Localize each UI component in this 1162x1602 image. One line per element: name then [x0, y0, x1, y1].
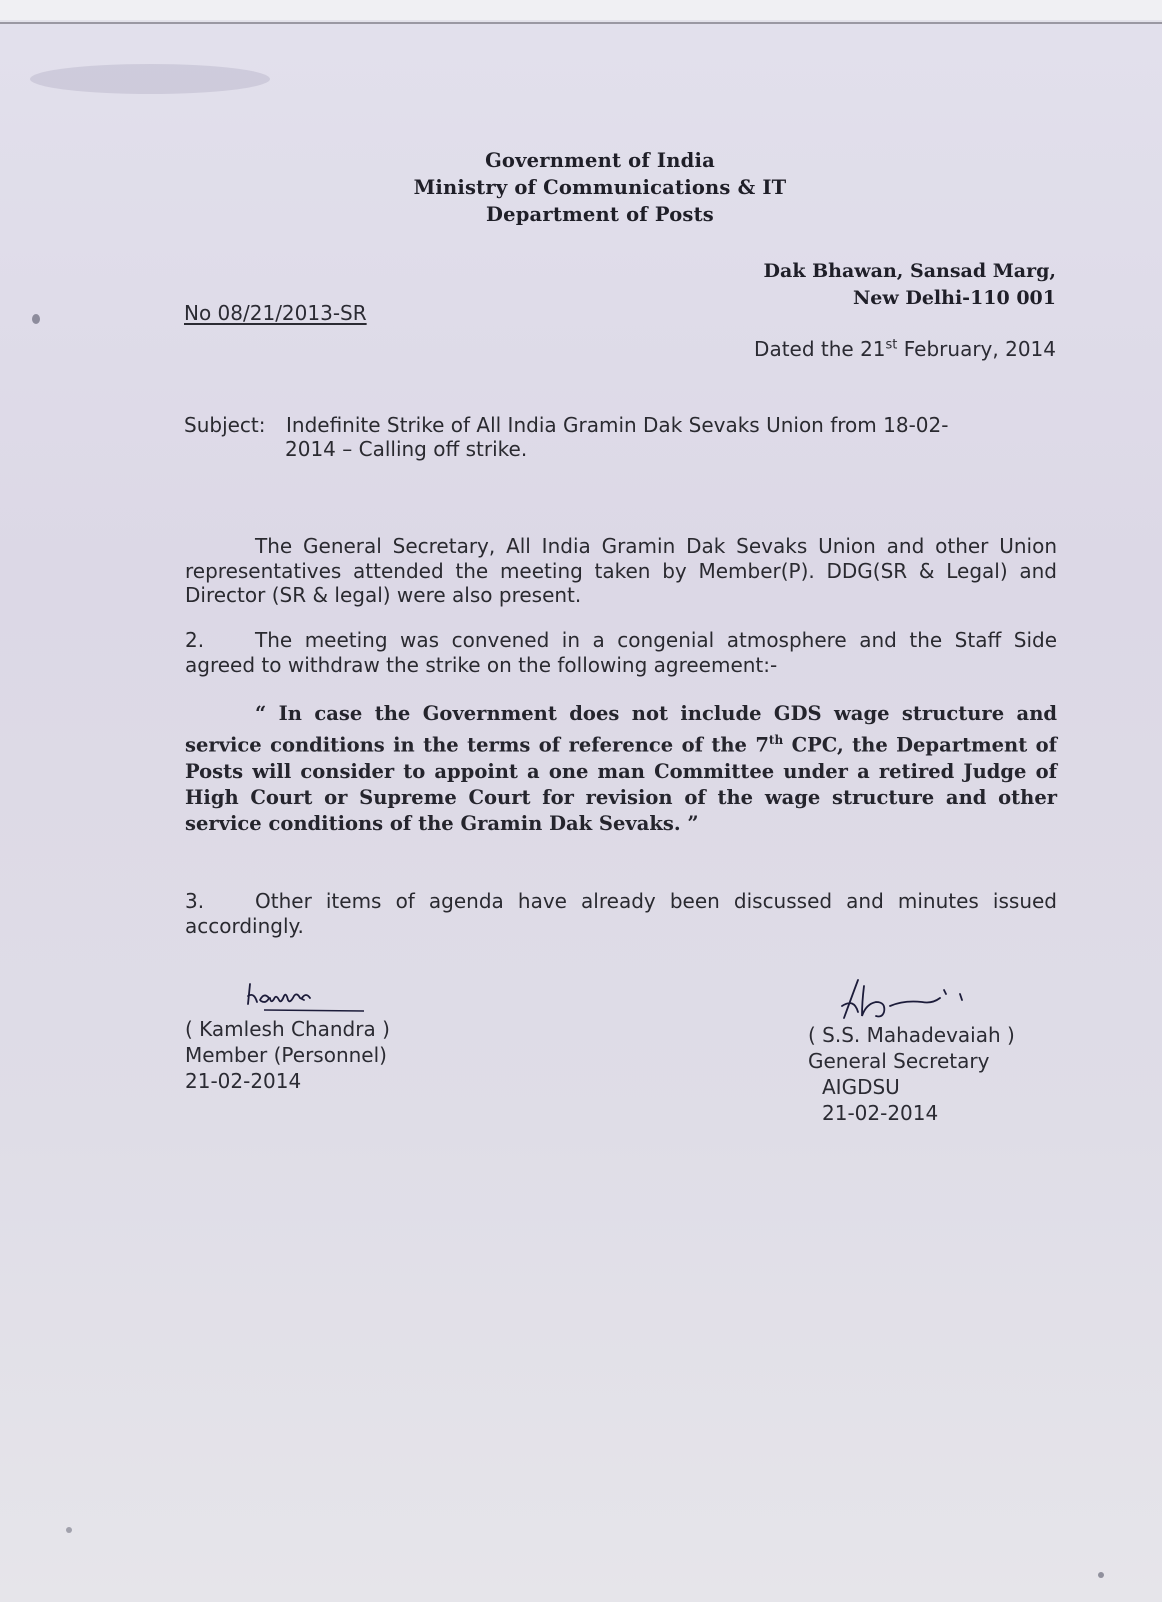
scan-smudge	[30, 64, 270, 94]
quote-ordinal: th	[768, 733, 784, 747]
header-government: Government of India	[485, 149, 715, 172]
date-ordinal: st	[885, 337, 898, 353]
scan-speck	[32, 314, 40, 324]
date-suffix: February, 2014	[897, 337, 1056, 361]
date-prefix: Dated the 21	[754, 337, 886, 361]
subject-line-2: 2014 – Calling off strike.	[285, 437, 528, 461]
paragraph-1: The General Secretary, All India Gramin Dak Sevaks Union and other Union representatives attended the meeting taken by Member(P). DDG(SR & Legal) and Director (SR & legal) were also present.	[185, 534, 1057, 607]
subject-line-1: Indefinite Strike of All India Gramin Dak Sevaks Union from 18-02-	[286, 413, 949, 437]
scan-speck	[1098, 1572, 1104, 1578]
subject-label: Subject:	[184, 413, 266, 437]
right-signatory-name: ( S.S. Mahadevaiah )	[808, 1023, 1015, 1047]
signature-left	[244, 978, 374, 1018]
paragraph-2: The meeting was convened in a congenial atmosphere and the Staff Side agreed to withdraw the strike on the following agreement:-	[185, 628, 1057, 677]
left-signatory-name: ( Kamlesh Chandra )	[185, 1017, 390, 1041]
scan-top-border	[0, 0, 1162, 20]
header-department: Department of Posts	[486, 203, 714, 226]
header-ministry: Ministry of Communications & IT	[413, 176, 787, 199]
left-signatory-date: 21-02-2014	[185, 1069, 302, 1093]
right-signatory-designation: General Secretary	[808, 1049, 990, 1073]
paragraph-2-number: 2.	[185, 628, 205, 652]
right-signatory-date: 21-02-2014	[822, 1101, 939, 1125]
quote-text-start: “ In case the Government does not include GDS wage structure and service conditions in the terms of reference of the 7	[185, 702, 1057, 757]
paragraph-3: Other items of agenda have already been discussed and minutes issued accordingly.	[185, 889, 1057, 938]
letter-date	[754, 337, 1056, 361]
reference-number: No 08/21/2013-SR	[184, 301, 367, 325]
address-line-2: New Delhi-110 001	[852, 287, 1056, 309]
quote-text-end: CPC, the Department of Posts will consider to appoint a one man Committee under a retired Judge of High Court or Supreme Court for revision of the wage structure and other service conditions of the Gramin Dak Sevaks. ”	[185, 733, 1057, 835]
left-signatory-designation: Member (Personnel)	[185, 1043, 387, 1067]
paragraph-3-number: 3.	[185, 889, 205, 913]
agreement-quote	[185, 701, 1057, 837]
address-line-1: Dak Bhawan, Sansad Marg,	[763, 260, 1056, 282]
right-signatory-org: AIGDSU	[822, 1075, 900, 1099]
scan-speck	[66, 1527, 72, 1533]
